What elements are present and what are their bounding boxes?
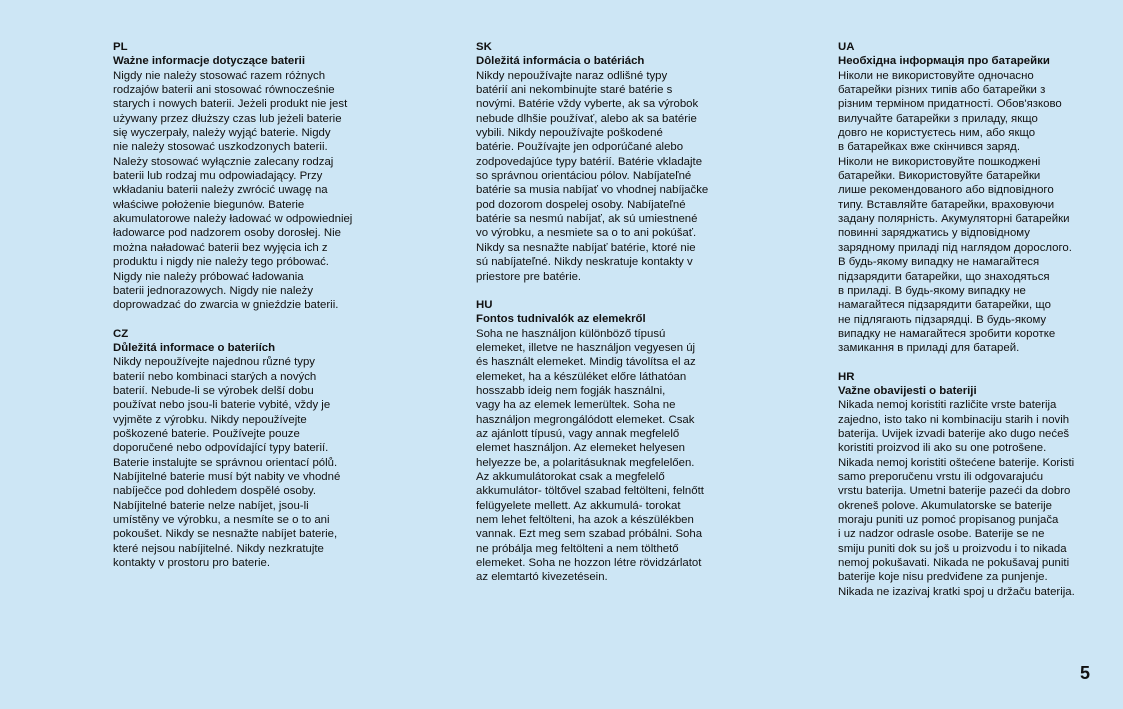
body-text-line: задану полярність. Акумуляторні батарейки — [838, 213, 1070, 226]
body-text-line: Ніколи не використовуйте одночасно — [838, 69, 1034, 82]
body-text-line: В будь-якому випадку не намагайтеся — [838, 256, 1040, 269]
body-text-line: baterií nebo kombinaci starých a nových — [113, 370, 317, 383]
body-text-line: vo výrobku, a nesmiete sa o to ani pokúšať. — [476, 227, 697, 240]
body-text-line: elemeket, illetve ne használjon vegyesen új — [476, 341, 696, 354]
body-text-line: nemoj pokušavati. Nikada ne pokušavaj puniti — [838, 557, 1070, 570]
body-text-line: moraju puniti uz pomoć propisanog punjača — [838, 514, 1059, 526]
body-text-line: batérie. Používajte jen odporúčané alebo — [476, 141, 684, 154]
section-cz — [113, 327, 383, 571]
body-text-line: elemeket, ha a készüléket előre láthatóan — [476, 370, 687, 383]
body-text-line: zajedno, isto tako ni kombinaciju starih i novih — [838, 413, 1070, 426]
body-text-line: zodpovedajúce typy batérií. Batérie vkladajte — [476, 155, 703, 168]
body-text-line: батарейки різних типів або батарейки з — [838, 84, 1046, 97]
section-title: Fontos tudnivalók az elemekről — [476, 313, 646, 326]
body-text-line: umístěny ve výrobku, a nesmíte se o to ani — [113, 514, 330, 526]
body-text-line: wkładaniu baterii należy zwrócić uwagę na — [113, 184, 328, 197]
section-language-code: SK — [476, 41, 492, 53]
body-text-line: Nigdy nie należy stosować razem różnych — [113, 69, 326, 82]
body-text-line: Nigdy nie należy próbować ładowania — [113, 270, 304, 283]
section-title: Dôležitá informácia o batériách — [476, 55, 645, 68]
section-body — [476, 69, 746, 284]
body-text-line: felügyelete mellett. Az akkumulá- torokat — [476, 499, 681, 512]
body-text-line: baterií. Nebude-li se výrobek delší dobu — [113, 384, 314, 397]
body-text-line: használjon megrongálódott elemeket. Csak — [476, 413, 695, 426]
section-hu — [476, 298, 746, 585]
section-ua — [838, 40, 1108, 356]
section-body — [113, 355, 383, 570]
body-text-line: Należy stosować wyłącznie zalecany rodzaj — [113, 155, 334, 168]
body-text-line: starych i nowych baterii. Jeżeli produkt nie jest — [113, 98, 348, 111]
body-text-line: batérie sa musia nabíjať vo vhodnej nabíjačke — [476, 184, 709, 197]
section-language-code: HR — [838, 370, 855, 383]
body-text-line: koristiti proizvod ili ako su one potrošene. — [838, 442, 1047, 455]
section-language-code: UA — [838, 41, 855, 53]
body-text-line: vyjměte z výrobku. Nikdy nepoužívejte — [113, 413, 307, 426]
body-text-line: elemeket. Soha ne hozzon létre rövidzárlatot — [476, 557, 702, 570]
body-text-line: akkumulátor- töltővel szabad feltölteni, felnőtt — [476, 485, 704, 498]
body-text-line: baterii jednorazowych. Nigdy nie należy — [113, 284, 314, 297]
body-text-line: které nejsou nabíjitelné. Nikdy nezkratujte — [113, 542, 324, 555]
body-text-line: Nabíjitelné baterie musí být nabity ve vhodné — [113, 470, 341, 483]
body-text-line: doprowadzać do zwarcia w gnieździe baterii. — [113, 299, 339, 312]
section-pl — [113, 40, 383, 313]
body-text-line: i uz nadzor odrasle osobe. Baterije se ne — [838, 528, 1045, 541]
body-text-line: в батарейках вже скінчився заряд. — [838, 141, 1020, 154]
body-text-line: helyezze be, a polaritásuknak megfelelően. — [476, 456, 695, 469]
section-title: Ważne informacje dotyczące baterii — [113, 55, 306, 68]
body-text-line: produktu i nigdy nie należy tego próbować. — [113, 256, 329, 269]
body-text-line: pod dozorom dospelej osoby. Nabíjateľné — [476, 198, 686, 211]
body-text-line: doporučené nebo odpovídající typy baterií. — [113, 442, 329, 455]
body-text-line: вилучайте батарейки з приладу, якщо — [838, 112, 1038, 125]
body-text-line: Soha ne használjon különböző típusú — [476, 327, 666, 340]
body-text-line: vannak. Ezt meg sem szabad próbálni. Soha — [476, 528, 703, 541]
body-text-line: batérie sa nesmú nabíjať, ak sú umiestnené — [476, 213, 698, 226]
body-text-line: samo preporučenu vrstu ili odgovarajuću — [838, 470, 1044, 483]
body-text-line: в приладі. В будь-якому випадку не — [838, 284, 1026, 297]
body-text-line: baterija. Uvijek izvadi baterije ako dugo nećeš — [838, 427, 1070, 440]
body-text-line: używany przez dłuższy czas lub jeżeli baterie — [113, 112, 342, 125]
body-text-line: rodzajów baterii ani stosować równocześnie — [113, 84, 335, 97]
section-hr — [838, 370, 1108, 600]
body-text-line: довго не користуєтесь ним, або якщо — [838, 127, 1036, 140]
body-text-line: ne próbálja meg feltölteni a nem tölthető — [476, 542, 679, 555]
body-text-line: batérií ani nekombinujte staré batérie s — [476, 84, 673, 97]
body-text-line: baterii lub rodzaj mu odpowiadający. Przy — [113, 170, 323, 183]
section-body — [838, 398, 1108, 599]
body-text-line: pokoušet. Nikdy se nesnažte nabíjet baterie, — [113, 528, 338, 541]
section-title: Необхідна інформація про батарейки — [838, 55, 1050, 68]
body-text-line: nebude dlhšie používať, alebo ak sa batérie — [476, 112, 697, 125]
section-sk — [476, 40, 746, 284]
body-text-line: vybili. Nikdy nepoužívajte poškodené — [476, 127, 663, 140]
body-text-line: батарейки. Використовуйте батарейки — [838, 170, 1041, 183]
body-text-line: намагайтеся підзарядити батарейки, що — [838, 299, 1051, 312]
column-middle — [476, 40, 746, 599]
body-text-line: Ніколи не використовуйте пошкоджені — [838, 155, 1041, 168]
body-text-line: Nabíjitelné baterie nelze nabíjet, jsou-li — [113, 499, 309, 512]
body-text-line: az ajánlott típusú, vagy annak megfelelő — [476, 427, 680, 440]
body-text-line: випадку не намагайтеся зробити коротке — [838, 327, 1056, 340]
body-text-line: sú nabíjateľné. Nikdy neskratuje kontakty v — [476, 256, 693, 269]
body-text-line: hosszabb ideig nem fogják használni, — [476, 384, 666, 397]
body-text-line: типу. Вставляйте батарейки, враховуючи — [838, 198, 1055, 211]
body-text-line: właściwe położenie biegunów. Baterie — [113, 198, 305, 211]
body-text-line: novými. Batérie vždy vyberte, ak sa výrobok — [476, 98, 699, 111]
section-language-code: PL — [113, 41, 128, 53]
body-text-line: az elemtartó kivezetésein. — [476, 571, 608, 584]
section-body — [476, 327, 746, 585]
body-text-line: замикання в приладі для батарей. — [838, 342, 1020, 355]
body-text-line: można naładować baterii bez wyjęcia ich z — [113, 241, 328, 254]
body-text-line: підзарядити батарейки, що знаходяться — [838, 270, 1050, 283]
body-text-line: Nikada ne izazivaj kratki spoj u držaču baterija. — [838, 585, 1075, 598]
body-text-line: baterije koje nisu predviđene za punjenje. — [838, 571, 1048, 584]
page-number: 5 — [1080, 663, 1091, 683]
body-text-line: повинні заряджатись у відповідному — [838, 227, 1030, 240]
body-text-line: się wyczerpały, należy wyjąć baterie. Nigdy — [113, 127, 331, 140]
column-right — [838, 40, 1108, 613]
body-text-line: Nikada nemoj koristiti različite vrste baterija — [838, 399, 1057, 412]
body-text-line: vrstu baterija. Umetni baterije pazeći da dobro — [838, 485, 1071, 498]
body-text-line: používat nebo jsou-li baterie vybité, vždy je — [113, 399, 331, 412]
section-body — [838, 69, 1108, 356]
body-text-line: vagy ha az elemek lemerültek. Soha ne — [476, 399, 676, 412]
body-text-line: poškozené baterie. Používejte pouze — [113, 427, 300, 440]
body-text-line: ładowarce pod nadzorem osoby dorosłej. Nie — [113, 227, 341, 240]
section-title: Važne obavijesti o bateriji — [838, 384, 977, 397]
column-left — [113, 40, 383, 584]
body-text-line: не підлягають підзарядці. В будь-якому — [838, 313, 1047, 326]
body-text-line: akumulatorowe należy ładować w odpowiedniej — [113, 213, 353, 226]
body-text-line: so správnou orientáciou pólov. Nabíjateľné — [476, 170, 692, 183]
body-text-line: nie należy stosować uszkodzonych baterii. — [113, 141, 328, 154]
body-text-line: kontakty v prostoru pro baterie. — [113, 557, 271, 570]
section-title: Důležitá informace o bateriích — [113, 341, 276, 354]
body-text-line: різним терміном придатності. Обов'язково — [838, 98, 1062, 111]
body-text-line: priestore pre batérie. — [476, 270, 582, 283]
section-language-code: HU — [476, 298, 493, 311]
body-text-line: Nikdy nepoužívejte najednou různé typy — [113, 356, 315, 369]
body-text-line: smiju puniti dok su još u proizvodu i to nikada — [838, 542, 1067, 555]
section-language-code: CZ — [113, 327, 129, 340]
body-text-line: és használt elemeket. Mindig távolítsa el az — [476, 356, 696, 369]
body-text-line: Nikdy nepoužívajte naraz odlišné typy — [476, 69, 668, 82]
section-body — [113, 69, 383, 313]
body-text-line: nem lehet feltölteni, ha azok a készülékben — [476, 514, 694, 526]
body-text-line: okreneš polove. Akumulatorske se baterije — [838, 499, 1053, 512]
body-text-line: лише рекомендованого або відповідного — [838, 184, 1054, 197]
body-text-line: Nikdy sa nesnažte nabíjať batérie, ktoré nie — [476, 241, 696, 254]
body-text-line: Nikada nemoj koristiti oštećene baterije. Koristi — [838, 456, 1075, 469]
body-text-line: elemet használjon. Az elemeket helyesen — [476, 442, 685, 455]
body-text-line: nabíječce pod dohledem dospělé osoby. — [113, 485, 317, 498]
body-text-line: Baterie instalujte se správnou orientací pólů. — [113, 456, 338, 469]
body-text-line: Az akkumulátorokat csak a megfelelő — [476, 470, 665, 483]
body-text-line: зарядному приладі під наглядом дорослого. — [838, 241, 1072, 254]
